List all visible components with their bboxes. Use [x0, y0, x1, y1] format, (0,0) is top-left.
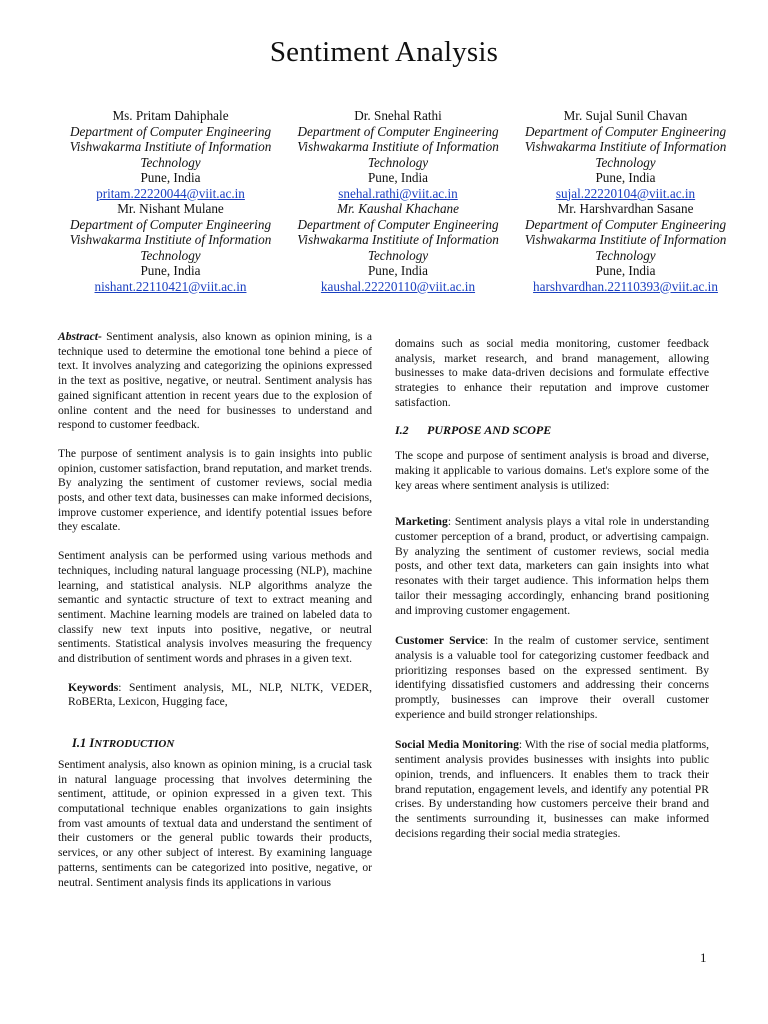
section-heading-introduction: [72, 736, 372, 752]
author-email[interactable]: harshvardhan.22110393@viit.ac.in: [533, 278, 718, 294]
author-name: Mr. Sujal Sunil Chavan: [563, 108, 688, 123]
author-6: [513, 201, 738, 294]
author-email[interactable]: kaushal.22220110@viit.ac.in: [320, 278, 476, 294]
author-city: Pune, India: [367, 170, 429, 185]
author-block: [58, 108, 738, 294]
section-heading-purpose: [395, 423, 709, 438]
left-column: [58, 330, 372, 904]
introduction-text: Sentiment analysis, also known as opinion mining, is a crucial task in natural language processing that involves determining the sentiment, attitude, or opinion expressed in a given text. This computational technique enables organizations to gain insights from vast amounts of textual data and understand the sentiment of their customers or the general public towards their products, services, or any other subject of interest. By examining language patterns, sentiments can be categorized into positive, negative, or neutral. Sentiment analysis finds its applications in various: [58, 757, 372, 889]
author-city: Pune, India: [140, 263, 201, 278]
abstract-label: Abstract-: [58, 330, 102, 343]
abstract-text: Sentiment analysis, also known as opinion mining, is a technique used to determine the emotional tone behind a piece of text. It involves analyzing and categorizing the opinions expressed in the text as positive, negative, or neutral. Sentiment analysis has gained significant attention in recent years due to the explosion of online content and the need for businesses to understand and respond to customer feedback.: [58, 330, 372, 432]
author-email[interactable]: nishant.22110421@viit.ac.in: [94, 278, 247, 294]
paper-title: Sentiment Analysis: [269, 36, 499, 68]
author-inst: Vishwakarma Institiute of Information Technology: [297, 232, 499, 263]
author-dept: Department of Computer Engineering: [524, 216, 727, 232]
social-media-label: Social Media Monitoring: [395, 738, 519, 752]
author-dept: Department of Computer Engineering: [69, 123, 272, 139]
author-dept: Department of Computer Engineering: [297, 123, 499, 139]
author-city: Pune, India: [595, 170, 656, 185]
author-inst: Vishwakarma Institiute of Information Technology: [524, 232, 727, 263]
author-city: Pune, India: [367, 263, 429, 278]
author-2: [283, 108, 513, 201]
section-title-rest: NTRODUCTION: [94, 738, 175, 751]
author-1: [58, 108, 283, 201]
purpose-intro: The scope and purpose of sentiment analysis is broad and diverse, making it applicable to various domains. Let's explore some of the key areas where sentiment analysis is utilized:: [395, 449, 709, 492]
author-name: Ms. Pritam Dahiphale: [112, 108, 229, 123]
author-name: Dr. Snehal Rathi: [354, 108, 442, 123]
social-media-paragraph: [395, 738, 709, 841]
author-inst: Vishwakarma Institiute of Information Technology: [524, 139, 727, 170]
keywords-label: Keywords: [68, 680, 119, 694]
author-email[interactable]: sujal.22220104@viit.ac.in: [555, 185, 696, 201]
author-name: Mr. Harshvardhan Sasane: [557, 201, 694, 216]
author-dept: Department of Computer Engineering: [297, 216, 499, 232]
author-email[interactable]: pritam.22220044@viit.ac.in: [96, 185, 245, 201]
abstract-paragraph: [58, 330, 372, 433]
section-title-initial: I: [89, 736, 95, 751]
marketing-label: Marketing: [395, 515, 448, 529]
abstract-paragraph-3: Sentiment analysis can be performed using various methods and techniques, including natural language processing (NLP), machine learning, and statistical analysis. NLP algorithms analyze the semantic and syntactic structure of text to extract meaning and sentiment. Machine learning models are trained on labeled data to classify new text inputs into positive, negative, or neutral sentiments. Statistical analysis involves measuring the frequency and distribution of sentiment words and phrases in a given text.: [58, 549, 372, 666]
customer-service-text: : In the realm of customer service, sentiment analysis is a valuable tool for categorizing customer feedback and prioritizing responses based on the expressed sentiment. By identifying dissatisfied customers and addressing their concerns promptly, businesses can improve their overall customer experience and build stronger relationships.: [395, 634, 709, 721]
author-name: Mr. Nishant Mulane: [117, 201, 224, 216]
author-3: [513, 108, 738, 201]
keywords: [58, 681, 372, 710]
abstract-paragraph-2: The purpose of sentiment analysis is to gain insights into public opinion, customer satisfaction, brand reputation, and market trends. By analyzing the sentiment of customer reviews, social media posts, and other text data, businesses can make informed decisions, improve customer experience, and identify potential issues before they escalate.: [58, 446, 372, 534]
author-dept: Department of Computer Engineering: [524, 123, 727, 139]
marketing-text: : Sentiment analysis plays a vital role in understanding customer perception of a brand, product, or advertising campaign. By analyzing the sentiment of customer reviews, social media posts, and other text data, marketers can gain insights into what resonates with their target audience. This information helps them tailor their messaging accordingly, enhancing brand positioning and improving customer engagement.: [395, 515, 709, 617]
social-media-text: : With the rise of social media platforms, sentiment analysis provides businesses with insights into public opinion, trends, and influencers. It enables them to track their brand reputation, engagement levels, and identify any potential PR crises. By understanding how customers perceive their brand and the sentiments surrounding it, businesses can make informed decisions regarding their social media strategies.: [395, 738, 710, 840]
page-number: 1: [700, 950, 707, 965]
section-number: I.1: [72, 736, 87, 751]
author-inst: Vishwakarma Institiute of Information Technology: [297, 139, 499, 170]
introduction-continued: domains such as social media monitoring, customer feedback analysis, market research, and brand management, allowing businesses to make data-driven decisions and formulate effective strategies to enhance their reputation and improve customer satisfaction.: [395, 337, 709, 409]
author-name: Mr. Kaushal Khachane: [337, 201, 459, 216]
keywords-text: : Sentiment analysis, ML, NLP, NLTK, VEDER, RoBERta, Lexicon, Hugging face,: [68, 680, 372, 709]
author-city: Pune, India: [140, 170, 201, 185]
author-dept: Department of Computer Engineering: [69, 216, 272, 232]
author-email[interactable]: snehal.rathi@viit.ac.in: [338, 185, 458, 201]
section-number: I.2: [395, 422, 409, 437]
section-title: PURPOSE AND SCOPE: [427, 422, 552, 437]
marketing-paragraph: [395, 515, 709, 618]
author-inst: Vishwakarma Institiute of Information Technology: [69, 232, 272, 263]
author-city: Pune, India: [595, 263, 656, 278]
customer-service-paragraph: [395, 634, 709, 722]
author-5: [283, 201, 513, 294]
author-inst: Vishwakarma Institiute of Information Technology: [69, 139, 272, 170]
right-column: [395, 337, 709, 855]
customer-service-label: Customer Service: [395, 634, 486, 648]
author-4: [58, 201, 283, 294]
